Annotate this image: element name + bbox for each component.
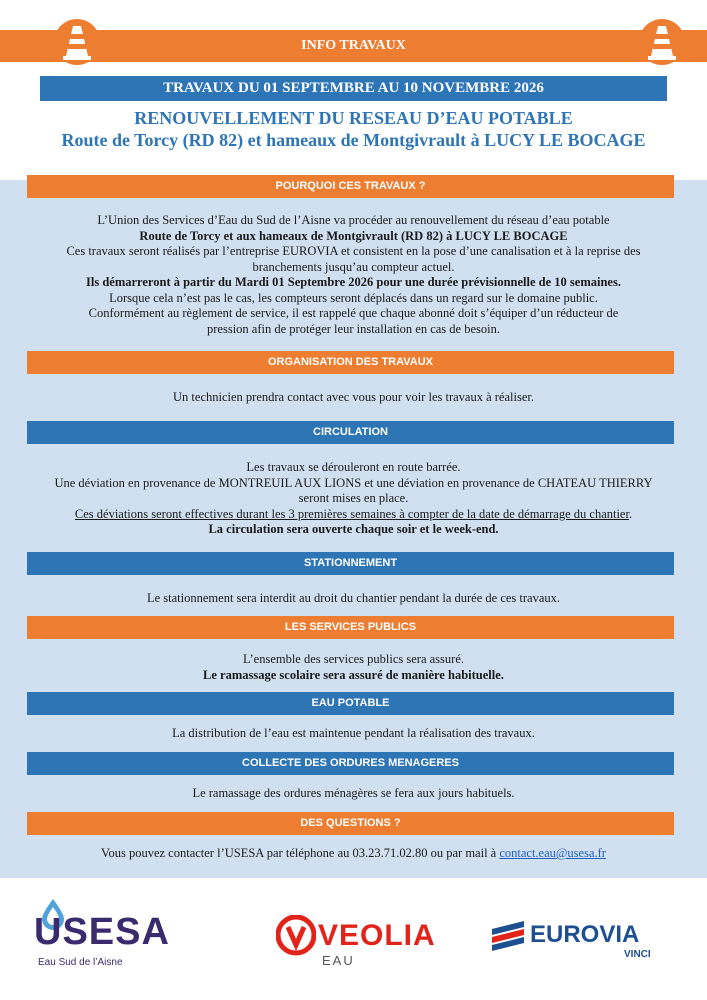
contact-email-link[interactable]: contact.eau@usesa.fr [499, 846, 606, 860]
page-title: RENOUVELLEMENT DU RESEAU D’EAU POTABLE [134, 108, 573, 128]
collecte-text: Le ramassage des ordures ménagères se fera aux jours habituels. [192, 786, 515, 800]
section-heading-eau-potable: EAU POTABLE [27, 692, 674, 715]
services-text [20, 652, 687, 683]
usesa-logo-subtitle: Eau Sud de l’Aisne [38, 957, 123, 968]
text-line: branchements jusqu’au compteur actuel. [252, 259, 455, 274]
text-line: Conformément au règlement de service, il est rappelé que chaque abonné doit s’équiper d’un réducteur de [88, 306, 619, 320]
section-heading-organisation: ORGANISATION DES TRAVAUX [27, 351, 674, 374]
questions-text [20, 846, 687, 862]
eurovia-emblem-icon [490, 919, 526, 955]
text-line: pression afin de protéger leur installation en cas de besoin. [207, 321, 500, 336]
pourquoi-text [20, 213, 687, 337]
veolia-logo-text: VEOLIA [318, 919, 436, 952]
text-line: Le ramassage scolaire sera assuré de manière habituelle. [203, 667, 504, 682]
usesa-logo-text: USESA [34, 911, 170, 953]
section-heading-collecte: COLLECTE DES ORDURES MENAGERES [27, 752, 674, 775]
text-line: Ces déviations seront effectives durant les 3 premières semaines à compter de la date de démarrage du chantier [74, 506, 629, 521]
page-subtitle: Route de Torcy (RD 82) et hameaux de Montgivrault à LUCY LE BOCAGE [61, 130, 646, 150]
eau-potable-text: La distribution de l’eau est maintenue pendant la réalisation des travaux. [172, 726, 535, 740]
works-dates-bar: TRAVAUX DU 01 SEPTEMBRE AU 10 NOVEMBRE 2026 [40, 76, 667, 101]
text-line: Route de Torcy et aux hameaux de Montgivrault (RD 82) à LUCY LE BOCAGE [139, 228, 568, 243]
eurovia-logo-subtitle: VINCI [624, 949, 651, 960]
text-line: L’Union des Services d’Eau du Sud de l’Aisne va procéder au renouvellement du réseau d’eau potable [97, 213, 610, 227]
stationnement-text: Le stationnement sera interdit au droit du chantier pendant la durée de ces travaux. [146, 591, 561, 605]
section-heading-services-publics: LES SERVICES PUBLICS [27, 616, 674, 639]
section-heading-stationnement: STATIONNEMENT [27, 552, 674, 575]
text-line: Les travaux se dérouleront en route barrée. [246, 460, 461, 474]
circulation-text: Les travaux se dérouleront en route barrée. Une déviation en provenance de MONTREUIL AUX LIONS et une déviation en provenance de CHATEAU THIERRY seront mises en place. Ces déviations seront effectives durant les 3 premières semaines à compter de la date de démarrage du chantier. La circulation sera ouverte chaque soir et le week-end. [20, 460, 687, 538]
text-line: Ces travaux seront réalisés par l’entreprise EUROVIA et consistent en la pose d’une canalisation et à la reprise des [66, 244, 641, 258]
info-travaux-banner: INFO TRAVAUX [0, 30, 707, 62]
text-line: Ils démarreront à partir du Mardi 01 Septembre 2026 pour une durée prévisionnelle de 10 semaines. [86, 275, 621, 289]
contact-text: Vous pouvez contacter l’USESA par téléphone au 03.23.71.02.80 ou par mail à [101, 846, 497, 860]
veolia-logo-subtitle: EAU [322, 953, 355, 968]
eurovia-logo [488, 895, 678, 975]
section-heading-pourquoi: POURQUOI CES TRAVAUX ? [27, 175, 674, 198]
text-line: Lorsque cela n’est pas le cas, les compteurs seront déplacés dans un regard sur le domaine public. [109, 290, 598, 305]
text-line: La circulation sera ouverte chaque soir et le week-end. [208, 522, 499, 536]
organisation-text: Un technicien prendra contact avec vous pour voir les travaux à réaliser. [173, 390, 534, 404]
traffic-cone-icon [639, 18, 685, 66]
veolia-emblem-icon [276, 915, 316, 957]
traffic-cone-icon [54, 18, 100, 66]
text-line: L’ensemble des services publics sera assuré. [243, 652, 464, 666]
text-line: seront mises en place. [298, 491, 409, 505]
eurovia-logo-text: EUROVIA [530, 921, 640, 948]
veolia-logo [274, 895, 444, 975]
usesa-logo [34, 895, 194, 975]
section-heading-questions: DES QUESTIONS ? [27, 812, 674, 835]
section-heading-circulation: CIRCULATION [27, 421, 674, 444]
text-line: Une déviation en provenance de MONTREUIL AUX LIONS et une déviation en provenance de CHATEAU THIERRY [54, 475, 653, 490]
